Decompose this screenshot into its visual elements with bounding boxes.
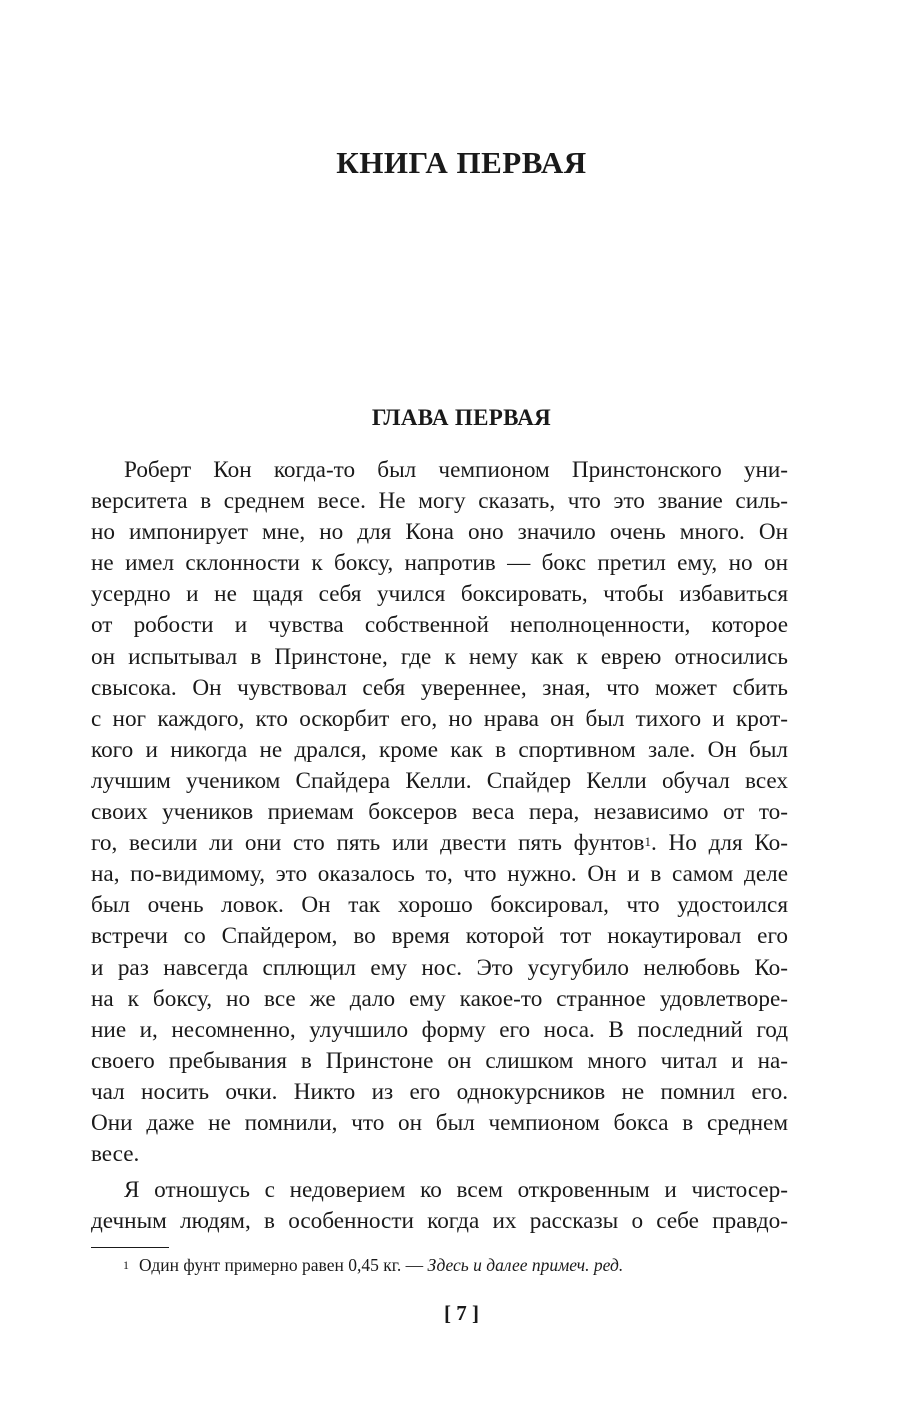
text-line: своих учеников приемам боксеров веса пера, независимо от то- bbox=[91, 799, 788, 826]
text-line: на к боксу, но все же дало ему какое-то странное удовлетворе- bbox=[91, 985, 788, 1012]
text-line: он испытывал в Принстоне, где к нему как к еврею относились bbox=[91, 643, 788, 670]
book-title: КНИГА ПЕРВАЯ bbox=[336, 145, 587, 180]
text-line: весе. bbox=[91, 1141, 140, 1168]
text-line: но импонирует мне, но для Кона оно значило очень много. Он bbox=[91, 519, 788, 546]
page-number: [ 7 ] bbox=[444, 1301, 479, 1325]
text-line: лучшим учеником Спайдера Келли. Спайдер Келли обучал всех bbox=[91, 767, 788, 794]
text-line: на, по-видимому, это оказалось то, что нужно. Он и в самом деле bbox=[91, 861, 788, 888]
footnote-reference: 1 bbox=[644, 834, 651, 850]
footnote-marker: 1 bbox=[123, 1258, 129, 1272]
text-line: не имел склонности к боксу, напротив — бокс претил ему, но он bbox=[91, 550, 788, 577]
text-fragment: го, весили ли они сто пять или двести пять фунтов bbox=[91, 830, 645, 857]
text-line: свысока. Он чувствовал себя увереннее, зная, что может сбить bbox=[91, 674, 788, 701]
text-line: с ног каждого, кто оскорбит его, но нрава он был тихого и крот- bbox=[91, 705, 788, 732]
chapter-body bbox=[91, 455, 788, 1237]
footnote-separator bbox=[91, 1247, 169, 1248]
text-line-with-footnote bbox=[91, 828, 788, 859]
text-line: и раз навсегда сплющил ему нос. Это усугубило нелюбовь Ко- bbox=[91, 954, 788, 981]
footnote-text: Один фунт примерно равен 0,45 кг. — bbox=[139, 1255, 428, 1275]
text-line: кого и никогда не дрался, кроме как в спортивном зале. Он был bbox=[91, 736, 788, 763]
text-line: от робости и чувства собственной неполноценности, которое bbox=[91, 612, 788, 639]
text-line: был очень ловок. Он так хорошо боксировал, что удостоился bbox=[91, 892, 788, 919]
text-line: усердно и не щадя себя учился боксировать, чтобы избавиться bbox=[91, 581, 788, 608]
text-line: дечным людям, в особенности когда их рассказы о себе правдо- bbox=[91, 1208, 788, 1235]
text-line: встречи со Спайдером, во время которой тот нокаутировал его bbox=[91, 923, 788, 950]
text-line: Роберт Кон когда-то был чемпионом Принстонского уни- bbox=[124, 457, 788, 483]
text-line: чал носить очки. Никто из его однокурсников не помнил его. bbox=[91, 1078, 788, 1105]
text-fragment: . Но для Ко- bbox=[651, 830, 788, 857]
paragraph-1 bbox=[91, 455, 788, 1170]
text-line: Я отношусь с недоверием ко всем откровенным и чистосер- bbox=[124, 1177, 788, 1204]
text-line: Они даже не помнили, что он был чемпионом бокса в среднем bbox=[91, 1109, 788, 1136]
footnote-editor-note: Здесь и далее примеч. ред. bbox=[427, 1255, 624, 1275]
footnote bbox=[123, 1254, 623, 1276]
text-line: ние и, несомненно, улучшило форму его носа. В последний год bbox=[91, 1016, 788, 1043]
paragraph-2 bbox=[91, 1175, 788, 1237]
chapter-title: ГЛАВА ПЕРВАЯ bbox=[371, 405, 552, 430]
text-line: верситета в среднем весе. Не могу сказать, что это звание силь- bbox=[91, 488, 788, 515]
text-line: своего пребывания в Принстоне он слишком много читал и на- bbox=[91, 1047, 788, 1074]
